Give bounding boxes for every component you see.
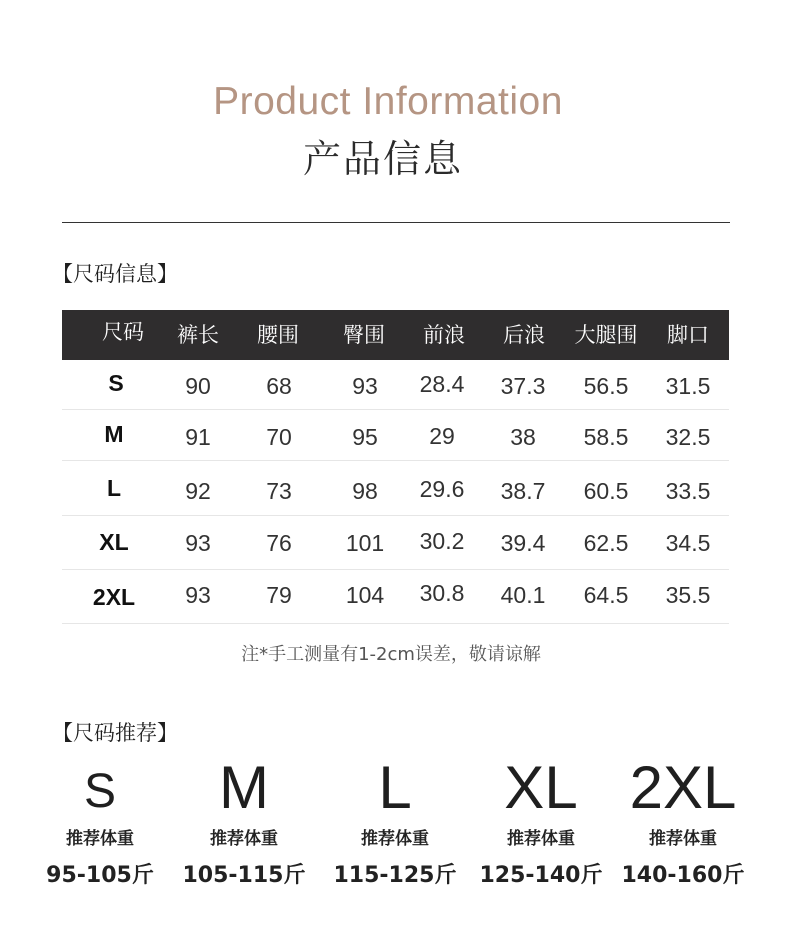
recommend-item-m bbox=[174, 752, 314, 889]
recommend-weight: 125-140斤 bbox=[479, 863, 603, 888]
table-row bbox=[62, 461, 729, 516]
table-cell: 32.5 bbox=[665, 424, 711, 450]
recommend-item-l bbox=[325, 752, 465, 889]
column-header-thigh: 大腿围 bbox=[574, 323, 638, 347]
table-cell: 56.5 bbox=[583, 373, 629, 399]
title-english: Product Information bbox=[213, 80, 563, 123]
table-row bbox=[62, 516, 729, 570]
table-cell-size: L bbox=[106, 475, 122, 501]
table-cell: 95 bbox=[352, 424, 378, 450]
recommend-size: M bbox=[219, 754, 269, 821]
column-header-size: 尺码 bbox=[102, 320, 144, 344]
table-cell: 90 bbox=[185, 373, 211, 399]
table-cell: 58.5 bbox=[583, 424, 629, 450]
table-cell: 64.5 bbox=[583, 582, 629, 608]
recommend-weight: 95-105斤 bbox=[46, 863, 154, 888]
table-cell: 30.2 bbox=[419, 528, 465, 554]
table-cell: 34.5 bbox=[665, 530, 711, 556]
column-header-length: 裤长 bbox=[177, 323, 219, 347]
table-cell: 30.8 bbox=[419, 580, 465, 606]
table-cell: 39.4 bbox=[500, 530, 546, 556]
recommend-caption: 推荐体重 bbox=[649, 829, 717, 849]
table-cell: 79 bbox=[266, 582, 292, 608]
column-header-front-rise: 前浪 bbox=[423, 323, 465, 347]
table-cell: 93 bbox=[185, 582, 211, 608]
table-cell-size: M bbox=[104, 421, 124, 447]
table-cell: 68 bbox=[266, 373, 292, 399]
table-header bbox=[62, 310, 729, 360]
recommend-size: 2XL bbox=[629, 754, 737, 821]
recommend-weight: 140-160斤 bbox=[621, 863, 745, 888]
table-cell: 73 bbox=[266, 478, 292, 504]
table-cell: 40.1 bbox=[500, 582, 546, 608]
table-cell: 38.7 bbox=[500, 478, 546, 504]
table-cell-size: S bbox=[108, 370, 124, 396]
column-header-hip: 臀围 bbox=[343, 323, 385, 347]
table-cell: 98 bbox=[352, 478, 378, 504]
table-cell: 62.5 bbox=[583, 530, 629, 556]
size-info-label: 【尺码信息】 bbox=[52, 262, 178, 286]
table-cell: 28.4 bbox=[419, 371, 465, 397]
recommend-weight: 115-125斤 bbox=[333, 863, 457, 888]
table-cell: 91 bbox=[185, 424, 211, 450]
recommend-size: S bbox=[83, 765, 116, 818]
recommend-caption: 推荐体重 bbox=[361, 829, 429, 849]
table-cell: 60.5 bbox=[583, 478, 629, 504]
table-cell: 37.3 bbox=[500, 373, 546, 399]
recommend-caption: 推荐体重 bbox=[210, 829, 278, 849]
recommend-caption: 推荐体重 bbox=[507, 829, 575, 849]
table-cell: 92 bbox=[185, 478, 211, 504]
size-table bbox=[62, 310, 729, 624]
table-cell-size: 2XL bbox=[92, 584, 136, 610]
table-cell: 93 bbox=[185, 530, 211, 556]
size-recommend-label: 【尺码推荐】 bbox=[52, 721, 178, 745]
recommend-item-2xl bbox=[613, 752, 753, 889]
measurement-note: 注*手工测量有1-2cm误差，敬请谅解 bbox=[241, 644, 541, 665]
recommend-size: XL bbox=[504, 754, 578, 821]
table-cell: 33.5 bbox=[665, 478, 711, 504]
column-header-back-rise: 后浪 bbox=[503, 323, 545, 347]
table-cell-size: XL bbox=[99, 529, 129, 555]
table-cell: 38 bbox=[510, 424, 536, 450]
recommend-item-s bbox=[30, 752, 170, 889]
table-cell: 76 bbox=[266, 530, 292, 556]
table-cell: 70 bbox=[266, 424, 292, 450]
title-chinese: 产品信息 bbox=[302, 137, 463, 181]
table-cell: 35.5 bbox=[665, 582, 711, 608]
table-cell: 101 bbox=[345, 530, 385, 556]
divider bbox=[62, 222, 730, 223]
table-cell: 29 bbox=[429, 423, 455, 449]
recommend-weight: 105-115斤 bbox=[182, 863, 306, 888]
recommend-caption: 推荐体重 bbox=[66, 829, 134, 849]
column-header-leg-opening: 脚口 bbox=[667, 323, 709, 347]
recommend-item-xl bbox=[471, 752, 611, 889]
table-row bbox=[62, 410, 729, 461]
table-cell: 104 bbox=[345, 582, 385, 608]
table-row bbox=[62, 570, 729, 624]
table-cell: 29.6 bbox=[419, 476, 465, 502]
table-cell: 31.5 bbox=[665, 373, 711, 399]
recommend-size: L bbox=[378, 754, 412, 821]
table-row bbox=[62, 360, 729, 410]
table-cell: 93 bbox=[352, 373, 378, 399]
column-header-waist: 腰围 bbox=[257, 323, 299, 347]
